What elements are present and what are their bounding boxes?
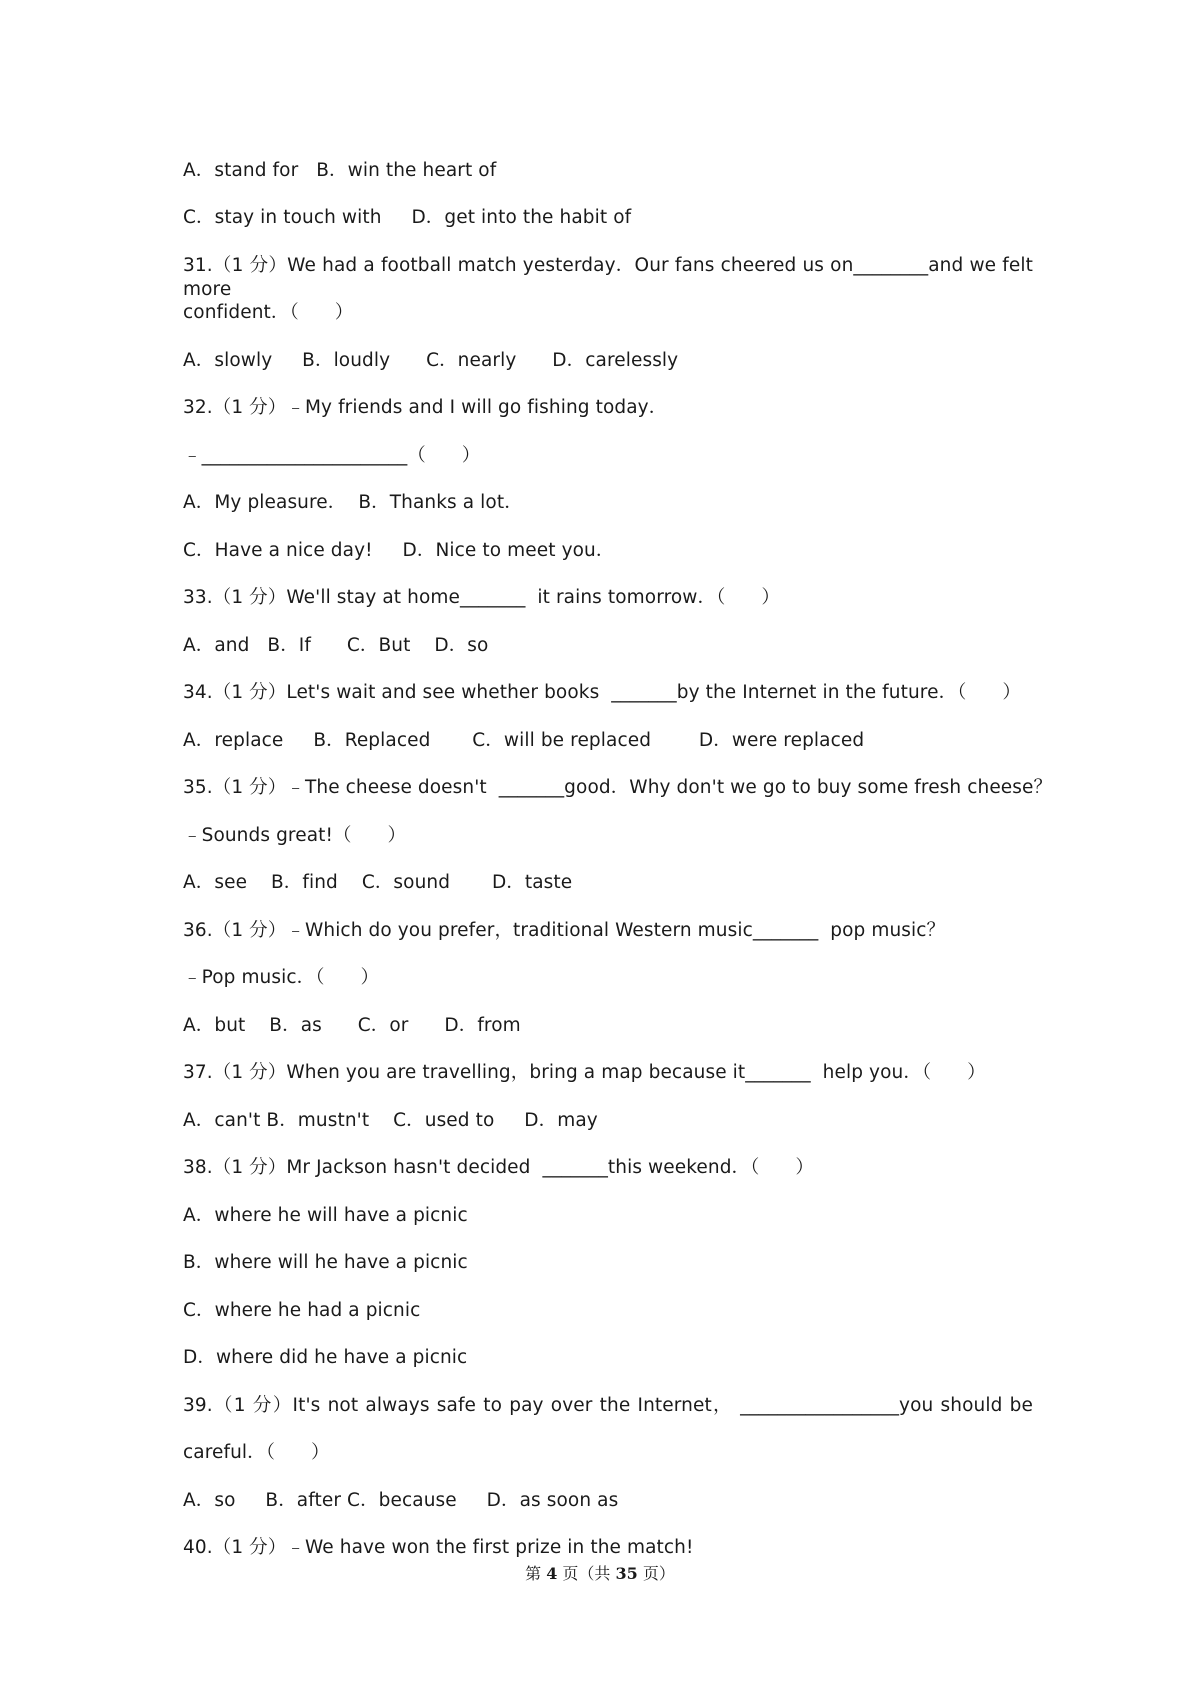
q39-question: 39.（1 分）It's not always safe to pay over the Internet， _________________you should be (183, 1395, 1033, 1416)
q35-question: 35.（1 分）﹣The cheese doesn't _______good．Why don't we go to buy some fresh cheese？ (183, 777, 1053, 798)
q38-option-b: B．where will he have a picnic (183, 1252, 468, 1273)
q33-question: 33.（1 分）We'll stay at home_______ it rains tomorrow．（ ） (183, 587, 780, 608)
q32-question: 32.（1 分）﹣My friends and I will go fishing today． (183, 397, 668, 418)
q32-options-ab: A．My pleasure． B．Thanks a lot． (183, 492, 523, 513)
q38-option-c: C．where he had a picnic (183, 1300, 421, 1321)
q39-options: A．so B．after C．because D．as soon as (183, 1490, 619, 1511)
q30-options-cd: C．stay in touch with D．get into the habit of (183, 207, 632, 228)
footer-middle: 页（共 (557, 1564, 616, 1583)
q31-options: A．slowly B．loudly C．nearly D．carelessly (183, 350, 679, 371)
q34-options: A．replace B．Replaced C．will be replaced D．were replaced (183, 730, 865, 751)
q35-response: ﹣Sounds great!（ ） (183, 825, 407, 846)
q32-options-cd: C．Have a nice day! D．Nice to meet you． (183, 540, 615, 561)
q38-option-a: A．where he will have a picnic (183, 1205, 468, 1226)
q40-question: 40.（1 分）﹣We have won the first prize in the match! (183, 1537, 694, 1558)
footer-suffix: 页） (637, 1564, 675, 1583)
q38-question: 38.（1 分）Mr Jackson hasn't decided _______this weekend．（ ） (183, 1157, 814, 1178)
q37-question: 37.（1 分）When you are travelling，bring a map because it_______ help you．（ ） (183, 1062, 986, 1083)
q38-option-d: D．where did he have a picnic (183, 1347, 468, 1368)
q39-question-continued: careful．（ ） (183, 1442, 330, 1463)
footer-total-pages: 35 (615, 1564, 638, 1583)
footer-page-number: 4 (546, 1564, 558, 1583)
q36-options: A．but B．as C．or D．from (183, 1015, 521, 1036)
q30-options-ab: A．stand for B．win the heart of (183, 160, 497, 181)
q33-options: A．and B．If C．But D．so (183, 635, 489, 656)
q32-blank-line: ﹣______________________（ ） (183, 445, 481, 466)
q36-response: ﹣Pop music．（ ） (183, 967, 380, 988)
q37-options: A．can't B．mustn't C．used to D．may (183, 1110, 598, 1131)
q34-question: 34.（1 分）Let's wait and see whether books _______by the Internet in the future．（ ） (183, 682, 1022, 703)
q31-question-continued: confident．（ ） (183, 302, 354, 323)
footer-prefix: 第 (525, 1564, 547, 1583)
page-footer (0, 1563, 1200, 1585)
q31-question: 31.（1 分）We had a football match yesterday．Our fans cheered us on________and we felt more (183, 255, 1033, 300)
q35-options: A．see B．find C．sound D．taste (183, 872, 573, 893)
q36-question: 36.（1 分）﹣Which do you prefer，traditional Western music_______ pop music？ (183, 920, 946, 941)
